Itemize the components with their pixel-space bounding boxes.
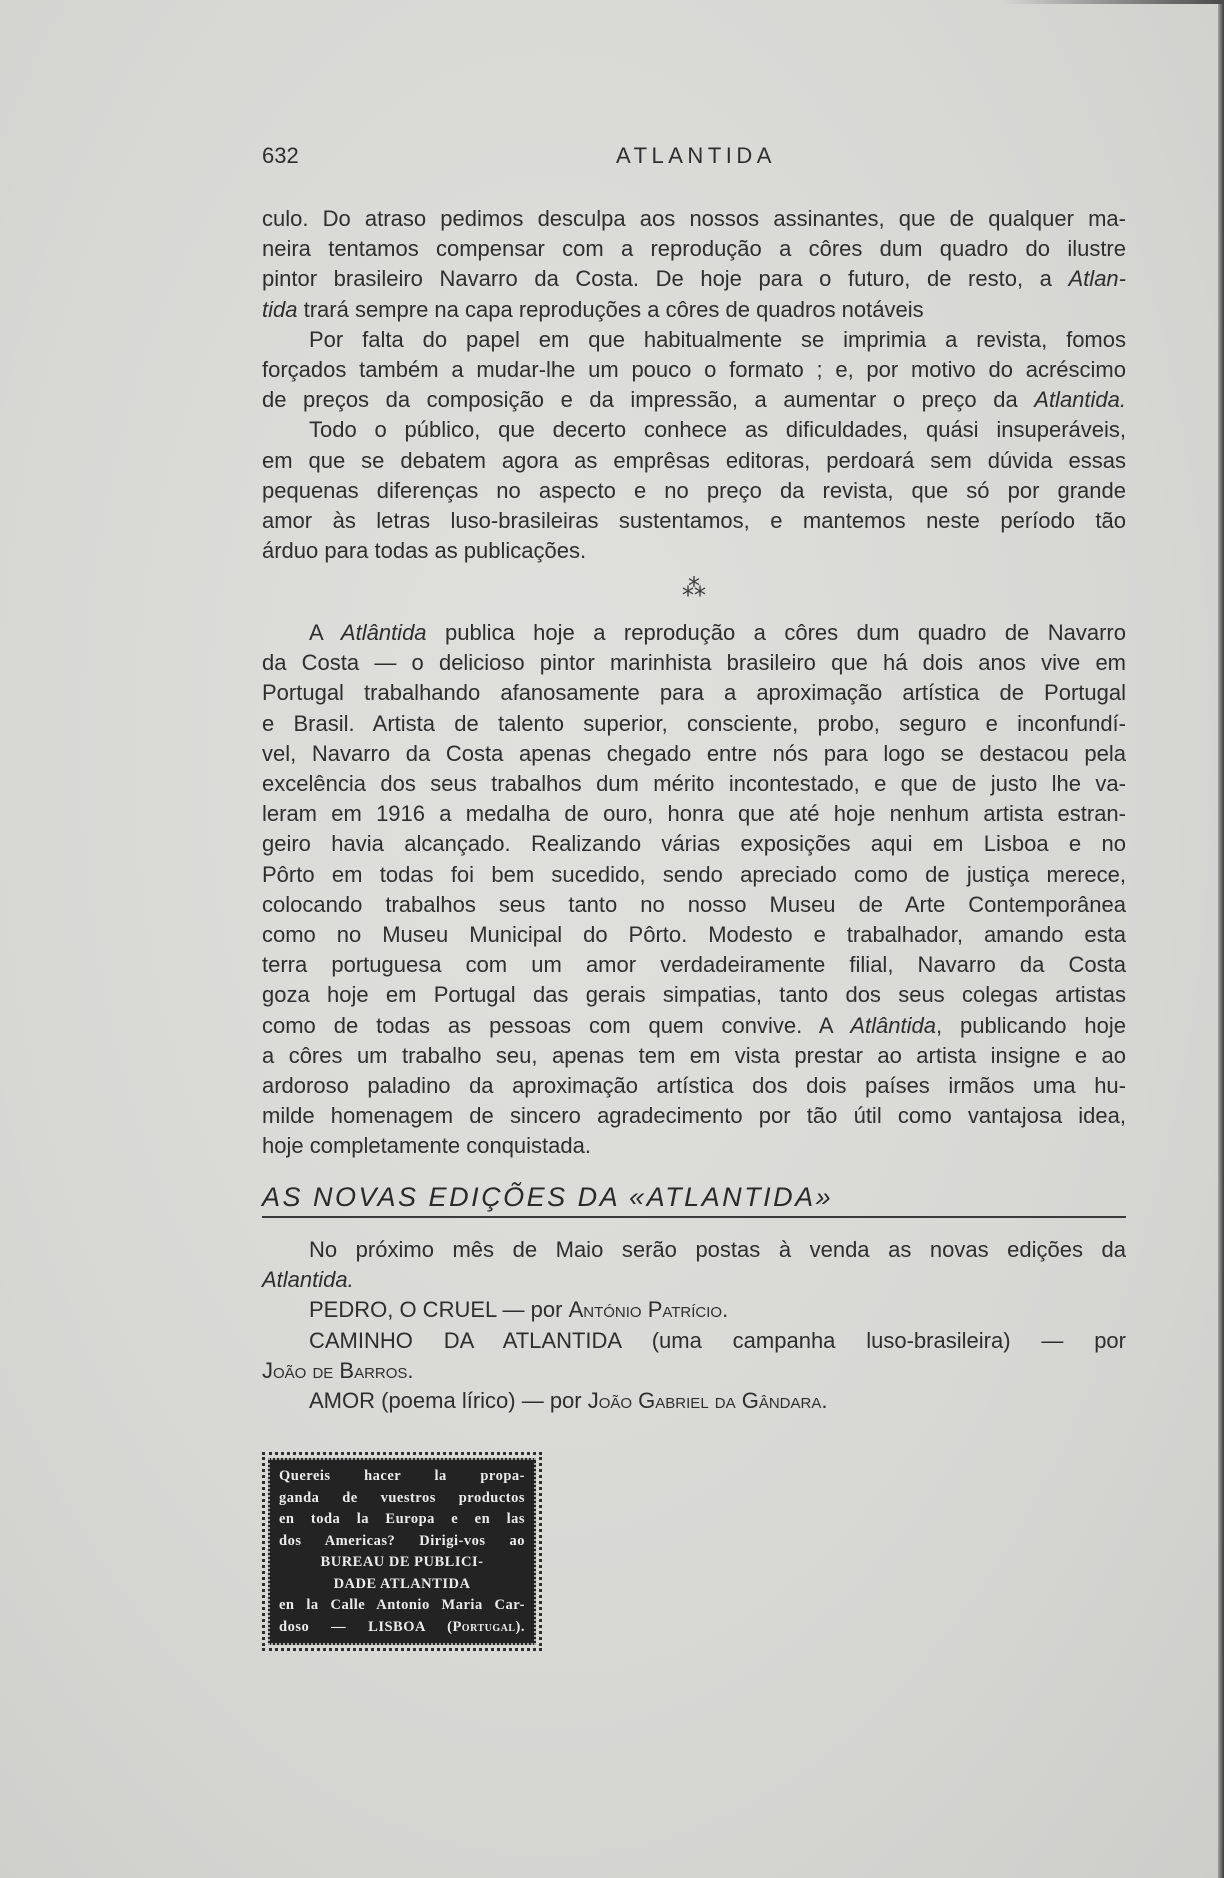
text-segment: AMOR (poema lírico) — por	[309, 1388, 588, 1414]
text-line: terra portuguesa com um amor verdadeiramente filial, Navarro da Costa	[262, 952, 1126, 978]
text-segment: ).	[515, 1618, 525, 1635]
text-line: en la Calle Antonio Maria Car-	[279, 1597, 525, 1613]
text-line: Por falta do papel em que habitualmente se imprimia a revista, fomos	[309, 326, 1126, 352]
text-line: CAMINHO DA ATLANTIDA (uma campanha luso-brasileira) — por	[309, 1327, 1126, 1353]
paragraph	[262, 325, 1126, 416]
text-line	[279, 1617, 525, 1639]
paragraph	[262, 1386, 1126, 1416]
text-line: culo. Do atraso pedimos desculpa aos nossos assinantes, que de qualquer ma-	[262, 206, 1126, 231]
text-line	[262, 385, 1126, 415]
text-line: como no Museu Municipal do Pôrto. Modesto e trabalhador, amando esta	[262, 922, 1126, 948]
text-line: árduo para todas as publicações.	[262, 538, 587, 564]
text-segment: de preços da composição e da impressão, a aumentar o preço da	[262, 387, 1035, 413]
text-line	[262, 618, 1126, 648]
text-line: DADE ATLANTIDA	[333, 1575, 471, 1592]
text-line	[262, 1011, 1126, 1041]
italic-text: Atlantida.	[262, 1267, 354, 1293]
text-line: ganda de vuestros productos	[279, 1489, 525, 1506]
text-line: a côres um trabalho seu, apenas tem em vista prestar ao artista insigne e ao	[262, 1042, 1126, 1068]
italic-text: Atlântida	[340, 620, 427, 645]
text-block-editorial-note	[262, 204, 1126, 566]
advertisement-panel	[268, 1458, 536, 1645]
text-line	[262, 1265, 1126, 1295]
page-edge	[1218, 0, 1224, 1878]
text-line: pequenas diferenças no aspecto e no preço da revista, que só por grande	[262, 477, 1126, 503]
text-line: leram em 1916 a medalha de ouro, honra que até hoje nenhum artista estran-	[262, 801, 1126, 827]
text-line: goza hoje em Portugal das gerais simpatias, tanto dos seus colegas artistas	[262, 982, 1126, 1008]
text-line: milde homenagem de sincero agradecimento por tão útil como vantajosa idea,	[262, 1103, 1126, 1129]
small-caps-text: João Gabriel da Gândara.	[587, 1388, 828, 1414]
italic-text: tida	[262, 296, 298, 322]
text-line: BUREAU DE PUBLICI-	[320, 1554, 484, 1570]
text-line	[262, 295, 1126, 325]
text-line: Portugal trabalhando afanosamente para a aproximação artística de Portugal	[262, 680, 1126, 706]
italic-text: Atlan-	[1068, 266, 1126, 292]
text-block-tribute	[262, 618, 1126, 1162]
text-line: da Costa — o delicioso pintor marinhista brasileiro que há dois anos vive em	[262, 650, 1126, 676]
text-line: hoje completamente conquistada.	[262, 1133, 591, 1159]
text-segment: PEDRO, O CRUEL — por	[309, 1297, 569, 1323]
text-segment: , publicando hoje	[935, 1012, 1126, 1038]
page-edge-top	[1004, 0, 1224, 4]
text-line: ardoroso paladino da aproximação artística dos dois países irmãos uma hu-	[262, 1073, 1126, 1099]
text-segment: pintor brasileiro Navarro da Costa. De hoje para o futuro, de resto, a	[262, 266, 1069, 292]
running-header	[262, 141, 1126, 171]
text-line: Todo o público, que decerto conhece as dificuldades, quási insuperáveis,	[309, 417, 1126, 443]
heading-rule	[262, 1216, 1126, 1218]
text-segment: doso — LISBOA (	[279, 1618, 453, 1635]
text-segment: A	[309, 620, 341, 645]
small-caps-text: António Patrício.	[568, 1297, 729, 1323]
text-line: em que se debatem agora as emprêsas editoras, perdoará sem dúvida essas	[262, 447, 1126, 473]
text-line: colocando trabalhos seus tanto no nosso Museu de Arte Contemporânea	[262, 891, 1126, 917]
text-segment: trará sempre na capa reproduções a côres de quadros notáveis	[297, 296, 924, 322]
paragraph	[262, 1235, 1126, 1295]
paragraph	[262, 618, 1126, 1162]
text-line	[262, 1356, 1126, 1386]
text-line: amor às letras luso-brasileiras sustentamos, e mantemos neste período tão	[262, 508, 1126, 534]
text-line: No próximo mês de Maio serão postas à venda as novas edições da	[309, 1237, 1126, 1262]
text-line	[262, 1386, 1126, 1416]
text-line: geiro havia alcançado. Realizando várias exposições aqui em Lisboa e no	[262, 831, 1126, 857]
text-line: en toda la Europa e en las	[279, 1511, 525, 1527]
small-caps-text: João de Barros.	[262, 1357, 414, 1383]
text-line: forçados também a mudar-lhe um pouco o formato ; e, por motivo do acréscimo	[262, 357, 1126, 383]
text-line: neira tentamos compensar com a reprodução a côres dum quadro do ilustre	[262, 236, 1126, 262]
text-line: dos Americas? Dirigi-vos ao	[279, 1532, 525, 1549]
section-separator: ⁂	[682, 574, 706, 602]
advertisement-text	[279, 1466, 525, 1638]
italic-text: Atlantida.	[1034, 387, 1126, 413]
section-heading: AS NOVAS EDIÇÕES DA «ATLANTIDA»	[262, 1182, 834, 1212]
text-block-new-editions	[262, 1235, 1126, 1416]
text-line	[262, 264, 1126, 294]
text-line: Pôrto em todas foi bem sucedido, sendo apreciado como de justiça merece,	[262, 861, 1126, 887]
paragraph	[262, 204, 1126, 325]
text-line: e Brasil. Artista de talento superior, consciente, probo, seguro e inconfundí-	[262, 710, 1126, 736]
text-line: Quereis hacer la propa-	[279, 1468, 525, 1484]
text-segment: como de todas as pessoas com quem convive. A	[262, 1012, 851, 1038]
text-line: excelência dos seus trabalhos dum mérito incontestado, e que de justo lhe va-	[262, 771, 1126, 797]
paragraph	[262, 1326, 1126, 1386]
italic-text: Atlântida	[850, 1012, 936, 1038]
small-caps-text: Portugal	[452, 1618, 516, 1635]
running-title: ATLANTIDA	[616, 143, 776, 168]
advertisement-box	[262, 1452, 542, 1651]
text-segment: publica hoje a reprodução a côres dum quadro de Navarro	[426, 620, 1126, 645]
paragraph	[262, 415, 1126, 566]
paragraph	[262, 1295, 1126, 1325]
text-line	[262, 1295, 1126, 1325]
page-number: 632	[262, 143, 299, 168]
text-line: vel, Navarro da Costa apenas chegado entre nós para logo se destacou pela	[262, 740, 1126, 766]
